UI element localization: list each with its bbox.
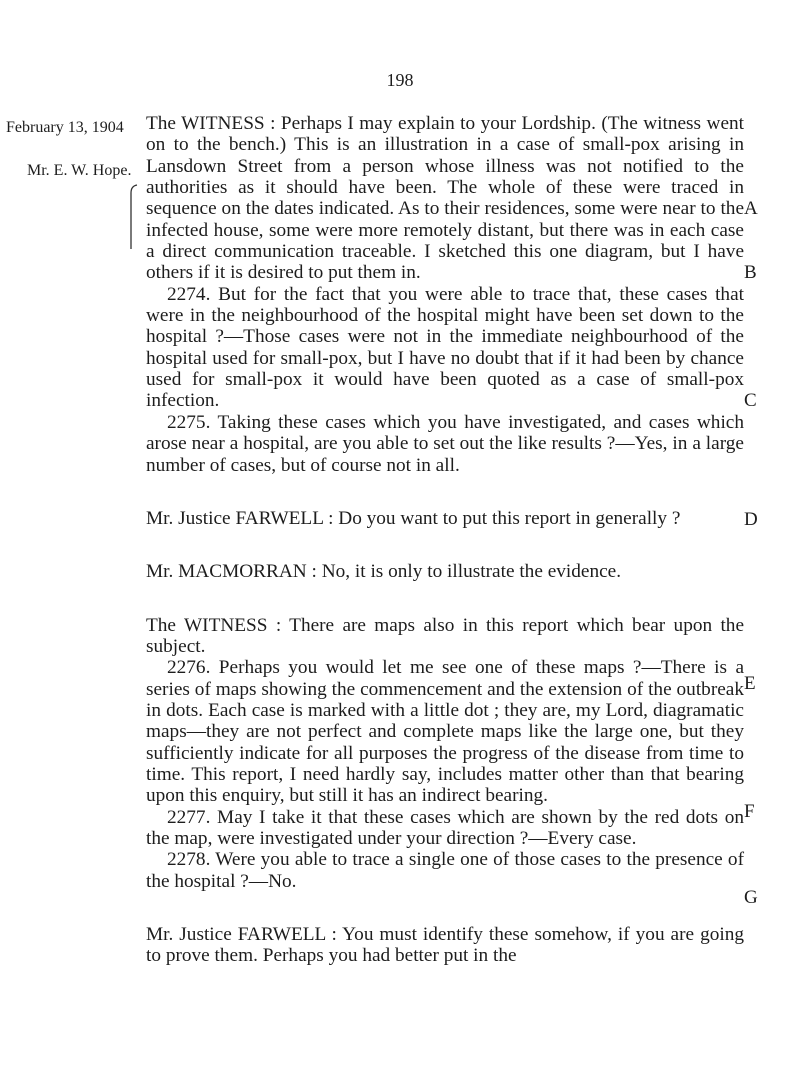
line-marker-f: F — [744, 801, 755, 822]
line-marker-g: G — [744, 887, 758, 908]
line-marker-b: B — [744, 262, 757, 283]
margin-witness-name: Mr. E. W. Hope. — [27, 162, 132, 179]
transcript-body — [146, 113, 744, 967]
paragraph-macmorran: Mr. MACMORRAN : No, it is only to illustrate the evidence. — [146, 561, 622, 583]
line-marker-e: E — [744, 673, 756, 694]
paragraph-witness-explanation: The WITNESS : Perhaps I may explain to your Lordship. (The witness went on to the bench.) This is an illustration in a case of small-pox arising in Lansdown Street from a person whose illness was not notified to the authorities as it should have been. The whole of these were traced in sequence on the dates indicated. As to their residences, some were near to the infected house, some were more remotely distant, but there was in each case a direct communication traceable. I sketched this one diagram, but I have others if it is desired to put them in. — [146, 113, 744, 284]
paragraph-justice-farwell-2: Mr. Justice FARWELL : You must identify these somehow, if you are going to prove them. Perhaps you had better put in the — [146, 924, 744, 967]
question-2275: 2275. Taking these cases which you have investigated, and cases which arose near a hospital, are you able to set out the like results ?—Yes, in a large number of cases, but of course not in all. — [146, 411, 744, 476]
paragraph-witness-maps: The WITNESS : There are maps also in this report which bear upon the subject. — [146, 614, 744, 657]
margin-bracket — [128, 183, 140, 251]
line-marker-c: C — [744, 390, 757, 411]
line-marker-a: A — [744, 198, 758, 219]
line-marker-d: D — [744, 509, 758, 530]
question-2278: 2278. Were you able to trace a single one of those cases to the presence of the hospital ?—No. — [146, 849, 744, 892]
page-number: 198 — [386, 70, 414, 90]
question-2274: 2274. But for the fact that you were able to trace that, these cases that were in the neighbourhood of the hospital might have been set down to the hospital ?—Those cases were not in the immediate neighbourhood of the hospital used for small-pox, but I have no doubt that if it had been by chance used for small-pox it would have been quoted as a case of small-pox infection. — [146, 283, 744, 412]
question-2277: 2277. May I take it that these cases which are shown by the red dots on the map, were investigated under your direction ?—Every case. — [146, 806, 744, 849]
question-2276: 2276. Perhaps you would let me see one of these maps ?—There is a series of maps showing the commencement and the extension of the outbreak in dots. Each case is marked with a little dot ; they are, my Lord, diagramatic maps—they are not perfect and complete maps like the large one, but they sufficiently indicate for all purposes the progress of the disease from time to time. This report, I need hardly say, includes matter other than that bearing upon this enquiry, but still it has an indirect bearing. — [146, 657, 744, 807]
paragraph-justice-farwell: Mr. Justice FARWELL : Do you want to put this report in generally ? — [146, 507, 681, 529]
margin-date: February 13, 1904 — [6, 119, 124, 136]
